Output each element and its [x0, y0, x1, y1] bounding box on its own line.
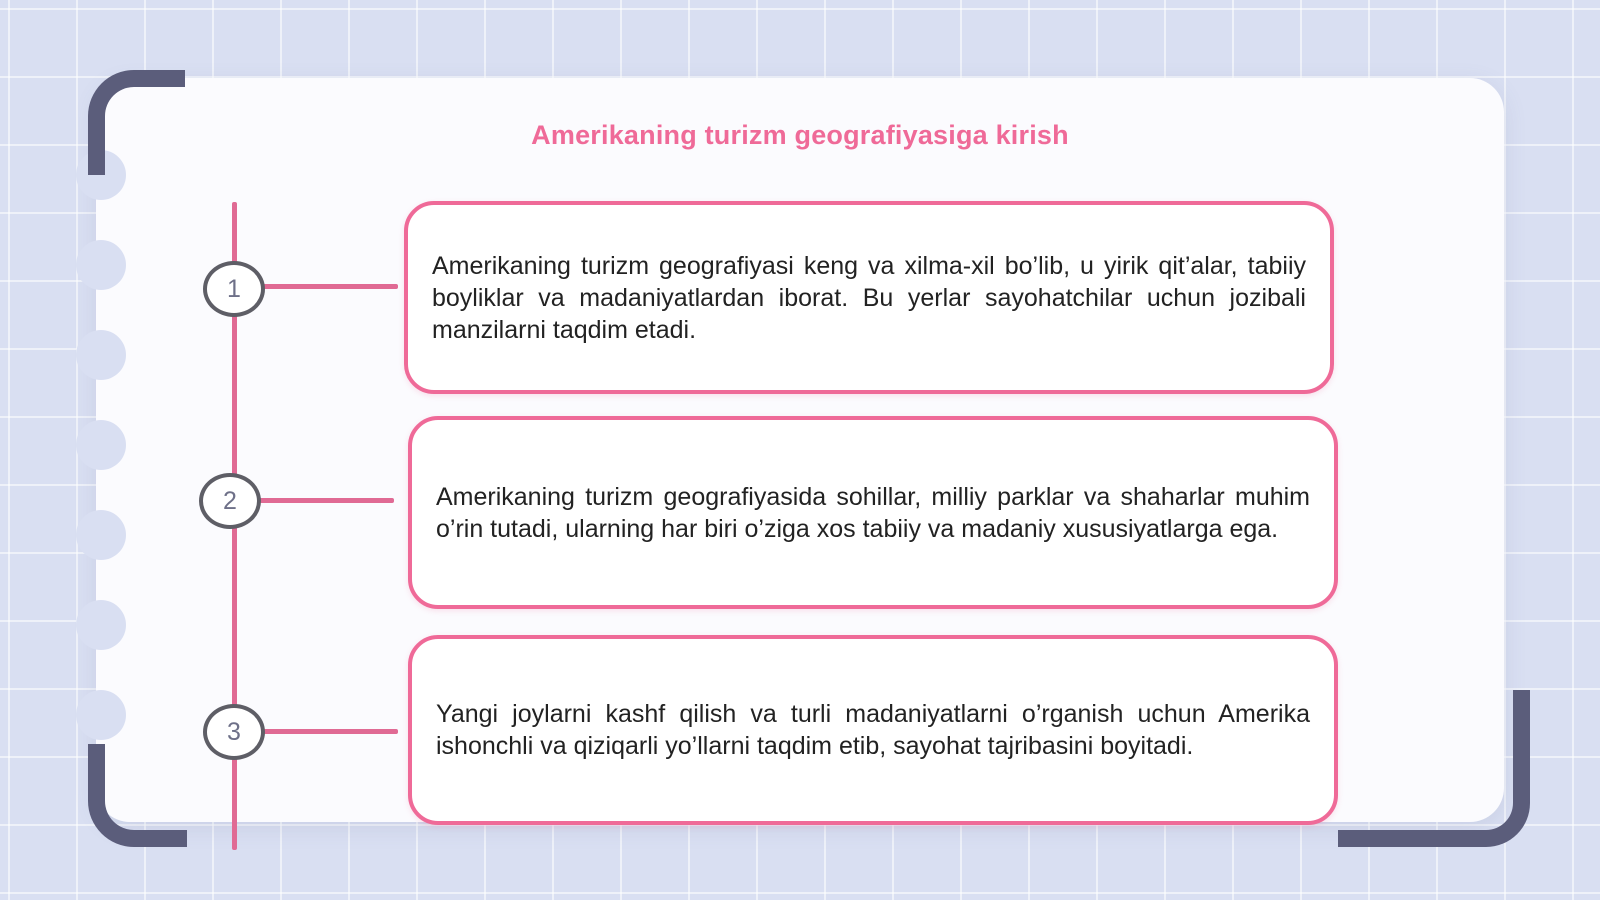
notebook-notch [76, 690, 126, 740]
step-marker-1: 1 [203, 261, 265, 317]
step-text-1: Amerikaning turizm geografiyasi keng va xilma-xil bo’lib, u yirik qit’alar, tabiiy boyliklar va madaniyatlardan iborat. Bu yerlar sayohatchilar uchun jozibali manzilarni taqdim etadi. [432, 251, 1306, 344]
step-text-2: Amerikaning turizm geografiyasida sohillar, milliy parklar va shaharlar muhim o’rin tutadi, ularning har biri o’ziga xos tabiiy va madaniy xususiyatlarga ega. [436, 482, 1310, 543]
corner-bracket-bottom-right [1338, 690, 1530, 847]
step-text-3: Yangi joylarni kashf qilish va turli madaniyatlarni o’rganish uchun Amerika ishonchli va qiziqarli yo’llarni taqdim etib, sayohat tajribasini boyitadi. [436, 700, 1310, 760]
corner-bracket-top-left [88, 70, 185, 175]
notebook-notch [76, 510, 126, 560]
slide-title: Amerikaning turizm geografiyasiga kirish [531, 120, 1069, 150]
notebook-notch [76, 330, 126, 380]
notebook-notch [76, 240, 126, 290]
notebook-notch [76, 600, 126, 650]
timeline-connector [258, 498, 394, 503]
step-marker-2: 2 [199, 473, 261, 529]
timeline-connector [262, 284, 398, 289]
step-box-1 [404, 201, 1334, 394]
step-box-2 [408, 416, 1338, 609]
timeline-connector [262, 729, 398, 734]
step-box-3 [408, 635, 1338, 825]
notebook-notch [76, 420, 126, 470]
step-marker-3: 3 [203, 704, 265, 760]
corner-bracket-bottom-left [88, 744, 187, 847]
